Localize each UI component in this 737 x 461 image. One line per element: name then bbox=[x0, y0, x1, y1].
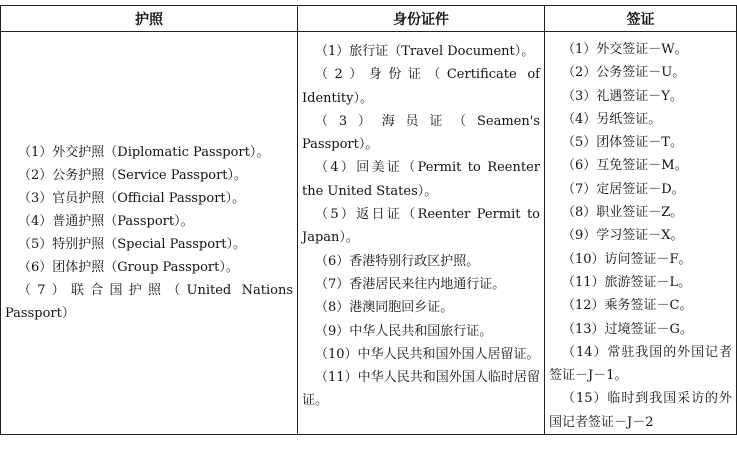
list-item: （1）旅行证（Travel Document）。 bbox=[315, 44, 535, 59]
list-item: （7）联合国护照（United Nations Passport） bbox=[5, 283, 293, 322]
list-item: （11）旅游签证－L。 bbox=[562, 274, 692, 290]
list-item: （1）外交签证－W。 bbox=[562, 42, 688, 57]
list-item: （6）团体护照（Group Passport）。 bbox=[18, 260, 239, 276]
list-item: （4）普通护照（Passport）。 bbox=[18, 214, 194, 230]
list-item: （13）过境签证－G。 bbox=[562, 321, 693, 337]
list-item: （3）官员护照（Official Passport）。 bbox=[18, 191, 246, 207]
list-item: （5）团体签证－T。 bbox=[562, 135, 683, 151]
list-item: （2）身份证（Certificate of Identity）。 bbox=[302, 67, 540, 106]
identity-document-cell bbox=[298, 32, 545, 435]
document-table bbox=[0, 5, 737, 435]
list-item: （15）临时到我国采访的外国记者签证－J－2 bbox=[549, 391, 732, 430]
list-item: （12）乘务签证－C。 bbox=[562, 298, 693, 314]
list-item: （9）学习签证－X。 bbox=[562, 228, 684, 244]
list-item: （10）中华人民共和国外国人居留证。 bbox=[315, 346, 540, 362]
list-item: （10）访问签证－F。 bbox=[562, 251, 692, 267]
list-item: （4）回美证（Permit to Reenter the United States）。 bbox=[302, 160, 540, 199]
identity-document-list bbox=[302, 32, 540, 413]
list-item: （3）海员证（Seamen's Passport）。 bbox=[302, 113, 540, 153]
passport-list bbox=[5, 141, 293, 325]
header-identity-document: 身份证件 bbox=[298, 6, 545, 32]
list-item: （2）公务护照（Service Passport）。 bbox=[18, 168, 248, 184]
list-item: （5）特别护照（Special Passport）。 bbox=[18, 237, 247, 253]
list-item: （4）另纸签证。 bbox=[562, 111, 662, 127]
list-item: （6）互免签证－M。 bbox=[562, 158, 688, 174]
visa-cell bbox=[545, 32, 737, 435]
passport-cell bbox=[1, 32, 298, 435]
header-visa: 签证 bbox=[545, 6, 737, 32]
list-item: （14）常驻我国的外国记者签证－J－1。 bbox=[549, 344, 732, 384]
list-item: （11）中华人民共和国外国人临时居留证。 bbox=[302, 370, 540, 409]
visa-list bbox=[549, 32, 732, 434]
list-item: （5）返日证（Reenter Permit to Japan）。 bbox=[302, 207, 540, 246]
list-item: （7）香港居民来往内地通行证。 bbox=[315, 276, 506, 292]
header-passport: 护照 bbox=[1, 6, 298, 32]
list-item: （8）职业签证－Z。 bbox=[562, 205, 684, 221]
list-item: （1）外交护照（Diplomatic Passport）。 bbox=[18, 145, 270, 161]
content-row bbox=[1, 32, 737, 435]
header-row bbox=[1, 6, 737, 32]
list-item: （8）港澳同胞回乡证。 bbox=[315, 300, 454, 316]
list-item: （2）公务签证－U。 bbox=[562, 65, 686, 81]
list-item: （6）香港特别行政区护照。 bbox=[315, 253, 480, 269]
list-item: （7）定居签证－D。 bbox=[562, 181, 685, 197]
list-item: （3）礼遇签证－Y。 bbox=[562, 88, 683, 104]
list-item: （9）中华人民共和国旅行证。 bbox=[315, 323, 493, 339]
